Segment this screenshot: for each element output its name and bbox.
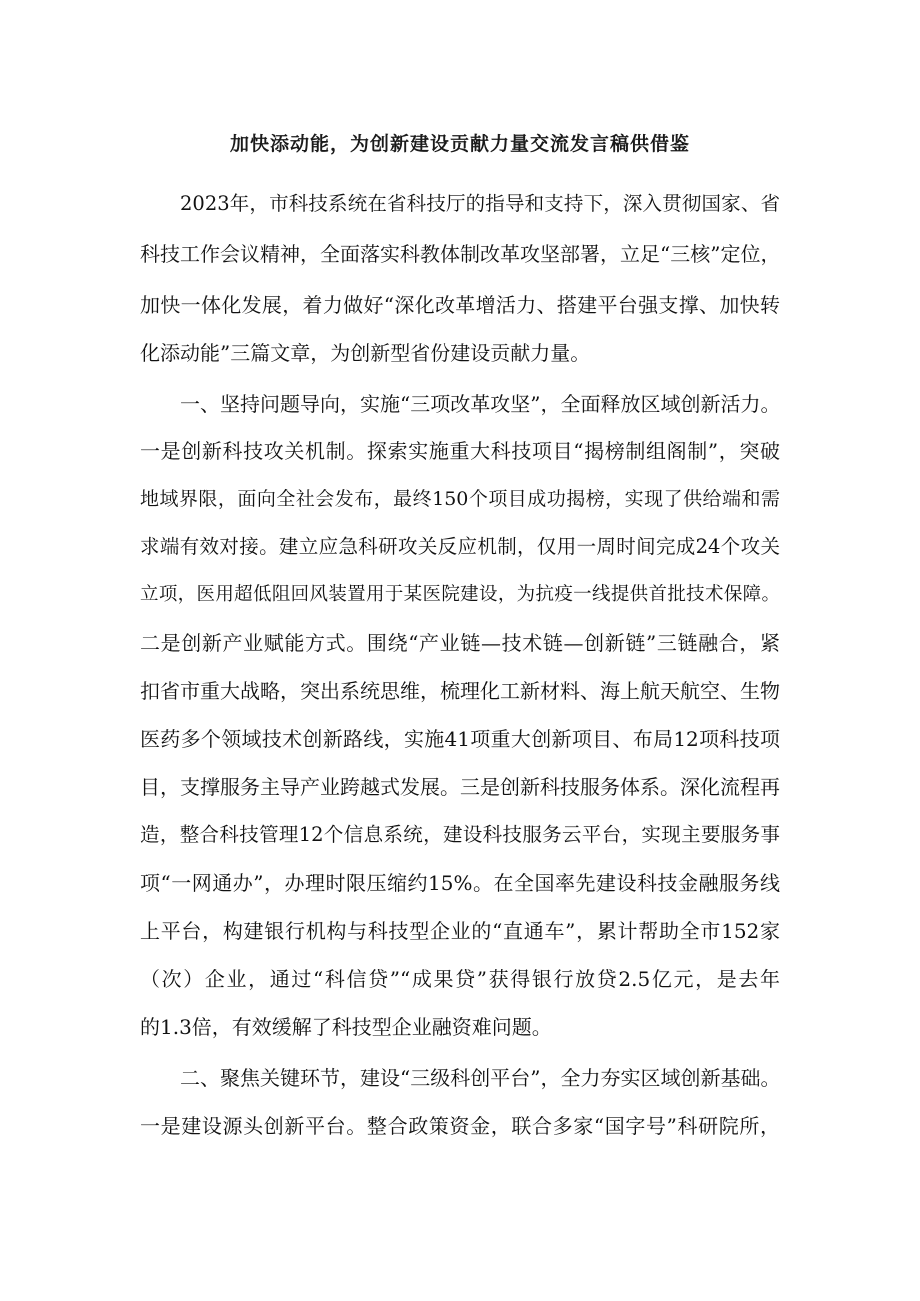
paragraph-line: 一、坚持问题导向，实施“三项改革攻坚”，全面释放区域创新活力。 xyxy=(180,392,781,416)
paragraph-line: 2023年，市科技系统在省科技厅的指导和支持下，深入贯彻国家、省 xyxy=(180,192,780,215)
paragraph-line: 的1.3倍，有效缓解了科技型企业融资难问题。 xyxy=(140,1015,552,1039)
paragraph-line: （次）企业，通过“科信贷”“成果贷”获得银行放贷2.5亿元，是去年 xyxy=(140,967,780,991)
paragraph-line: 一是创新科技攻关机制。探索实施重大科技项目“揭榜制组阁制”，突破 xyxy=(140,439,780,463)
paragraph-line: 项“一网通办”，办理时限压缩约15%。在全国率先建设科技金融服务线 xyxy=(140,871,780,895)
paragraph-line: 医药多个领域技术创新路线，实施41项重大创新项目、布局12项科技项 xyxy=(140,727,780,751)
paragraph-line: 化添动能”三篇文章，为创新型省份建设贡献力量。 xyxy=(140,341,591,365)
paragraph-line: 科技工作会议精神，全面落实科教体制改革攻坚部署，立足“三核”定位， xyxy=(140,242,781,266)
paragraph-line: 一是建设源头创新平台。整合政策资金，联合多家“国字号”科研院所， xyxy=(140,1114,780,1138)
paragraph-line: 二是创新产业赋能方式。围绕“产业链—技术链—创新链”三链融合，紧 xyxy=(140,631,780,655)
document-title: 加快添动能，为创新建设贡献力量交流发言稿供借鉴 xyxy=(229,133,690,155)
paragraph-line: 造，整合科技管理12个信息系统，建设科技服务云平台，实现主要服务事 xyxy=(140,823,780,846)
paragraph-line: 扣省市重大战略，突出系统思维，梳理化工新材料、海上航天航空、生物 xyxy=(140,679,780,703)
paragraph-line: 加快一体化发展，着力做好“深化改革增活力、搭建平台强支撑、加快转 xyxy=(140,293,780,317)
paragraph-line: 立项，医用超低阻回风装置用于某医院建设，为抗疫一线提供首批技术保障。 xyxy=(140,584,780,605)
paragraph-line: 求端有效对接。建立应急科研攻关反应机制，仅用一周时间完成24个攻关 xyxy=(140,535,780,558)
paragraph-line: 二、聚焦关键环节，建设“三级科创平台”，全力夯实区域创新基础。 xyxy=(180,1066,781,1090)
paragraph-line: 目，支撑服务主导产业跨越式发展。三是创新科技服务体系。深化流程再 xyxy=(140,775,780,799)
paragraph-line: 上平台，构建银行机构与科技型企业的“直通车”，累计帮助全市152家 xyxy=(140,919,780,943)
paragraph-line: 地域界限，面向全社会发布，最终150个项目成功揭榜，实现了供给端和需 xyxy=(140,488,780,510)
